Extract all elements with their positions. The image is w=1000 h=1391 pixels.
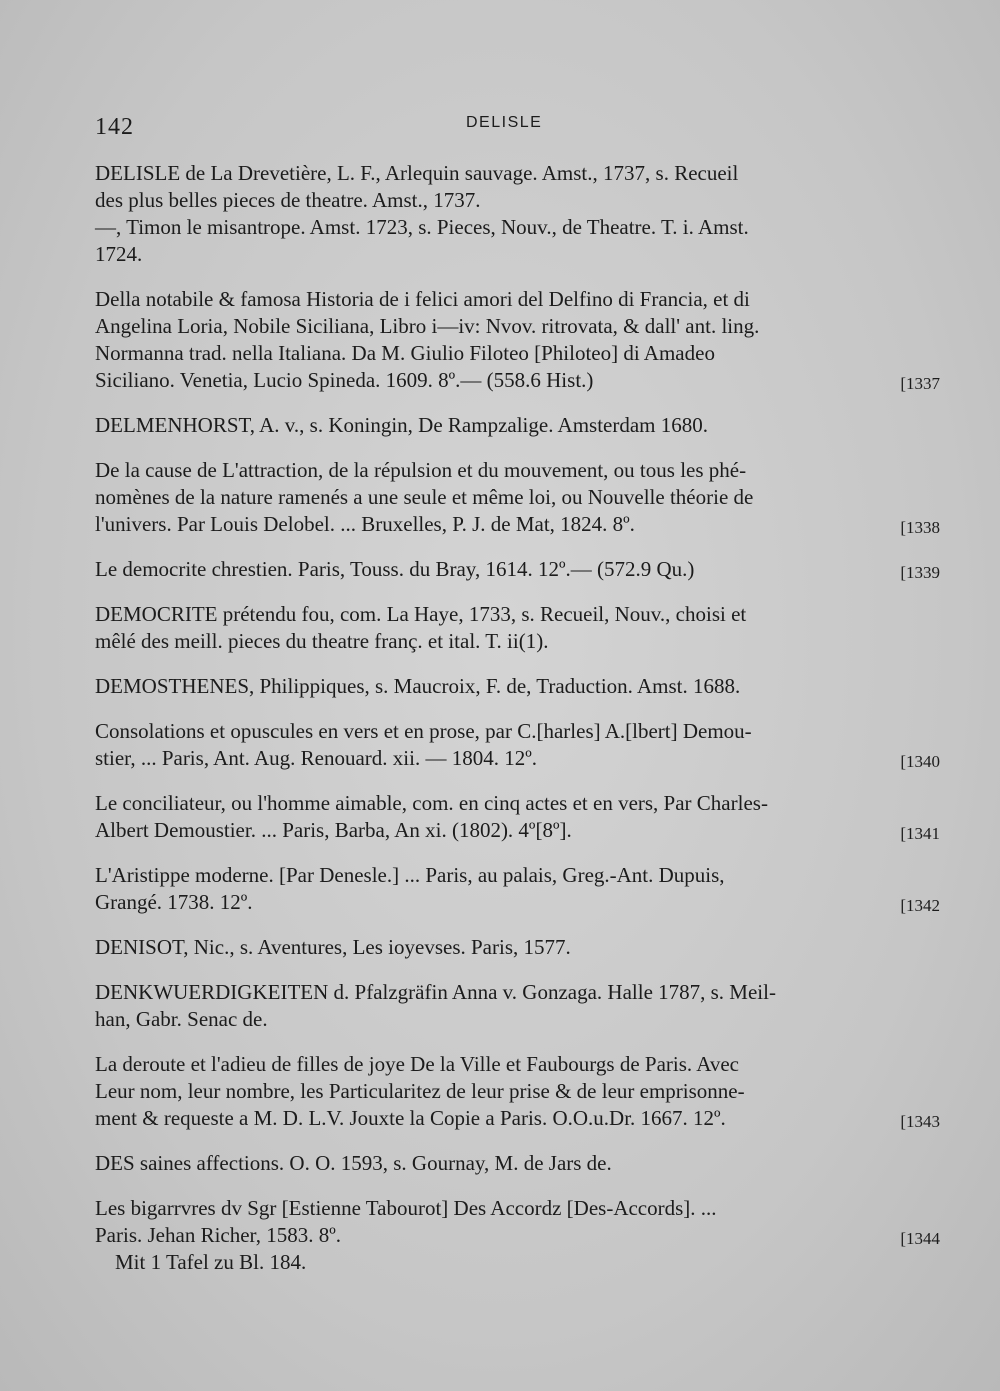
entry-line: De la cause de L'attraction, de la répulsion et du mouvement, ou tous les phé- <box>95 458 747 482</box>
entry-line: [1337 Siciliano. Venetia, Lucio Spineda. 1609. 8º.— (558.6 Hist.) <box>115 367 940 394</box>
entry-line: Les bigarrvres dv Sgr [Estienne Tabourot] Des Accordz [Des-Accords]. ... <box>95 1196 717 1220</box>
entry-line: [1339 Le democrite chrestien. Paris, Touss. du Bray, 1614. 12º.— (572.9 Qu.) <box>115 556 940 583</box>
catalog-entry-consolations <box>95 718 940 772</box>
entry-line: nomènes de la nature ramenés a une seule et même loi, ou Nouvelle théorie de <box>95 485 754 509</box>
entry-line: DEMOCRITE prétendu fou, com. La Haye, 1733, s. Recueil, Nouv., choisi et <box>95 602 747 626</box>
catalog-entry-deroute <box>95 1051 940 1132</box>
catalog-entries <box>95 160 940 1294</box>
entry-line: Normanna trad. nella Italiana. Da M. Giulio Filoteo [Philoteo] di Amadeo <box>95 341 715 365</box>
page-number: 142 <box>95 114 134 140</box>
entry-number: [1337 <box>900 374 940 393</box>
entry-line: [1340 stier, ... Paris, Ant. Aug. Renouard. xii. — 1804. 12º. <box>115 745 940 772</box>
entry-line: Consolations et opuscules en vers et en prose, par C.[harles] A.[lbert] Demou- <box>95 719 752 743</box>
catalog-entry-delisle <box>95 160 940 268</box>
entry-line: DENISOT, Nic., s. Aventures, Les ioyevses. Paris, 1577. <box>95 935 571 959</box>
catalog-entry-democrite-chrestien <box>95 556 940 583</box>
entry-line: [1344 Paris. Jehan Richer, 1583. 8º. <box>115 1222 940 1249</box>
entry-line: DES saines affections. O. O. 1593, s. Gournay, M. de Jars de. <box>95 1151 612 1175</box>
entry-line: DENKWUERDIGKEITEN d. Pfalzgräfin Anna v. Gonzaga. Halle 1787, s. Meil- <box>95 980 776 1004</box>
entry-line: Le conciliateur, ou l'homme aimable, com. en cinq actes et en vers, Par Charles- <box>95 791 768 815</box>
entry-line: [1341 Albert Demoustier. ... Paris, Barba, An xi. (1802). 4º[8º]. <box>115 817 940 844</box>
entry-line: Angelina Loria, Nobile Siciliana, Libro i—iv: Nvov. ritrovata, & dall' ant. ling. <box>95 314 760 338</box>
catalog-entry-bigarrvres <box>95 1195 940 1276</box>
entry-line: Mit 1 Tafel zu Bl. 184. <box>115 1250 307 1274</box>
catalog-entry-aristippe <box>95 862 940 916</box>
entry-line: 1724. <box>95 242 143 266</box>
entry-number: [1338 <box>900 518 940 537</box>
entry-line: [1342 Grangé. 1738. 12º. <box>115 889 940 916</box>
entry-line: L'Aristippe moderne. [Par Denesle.] ... Paris, au palais, Greg.-Ant. Dupuis, <box>95 863 725 887</box>
entry-number: [1344 <box>900 1229 940 1248</box>
entry-line: [1343 ment & requeste a M. D. L.V. Jouxte la Copie a Paris. O.O.u.Dr. 1667. 12º. <box>115 1105 940 1132</box>
entry-line: mêlé des meill. pieces du theatre franç. et ital. T. ii(1). <box>95 629 549 653</box>
entry-line: DELISLE de La Drevetière, L. F., Arlequin sauvage. Amst., 1737, s. Recueil <box>95 161 739 185</box>
catalog-entry-della-notabile <box>95 286 940 394</box>
catalog-entry-denkwuerdigkeiten <box>95 979 940 1033</box>
entry-number: [1341 <box>900 824 940 843</box>
catalog-entry-democrite-fou <box>95 601 940 655</box>
entry-line: han, Gabr. Senac de. <box>95 1007 268 1031</box>
entry-line: La deroute et l'adieu de filles de joye De la Ville et Faubourgs de Paris. Avec <box>95 1052 739 1076</box>
entry-line: —, Timon le misantrope. Amst. 1723, s. Pieces, Nouv., de Theatre. T. i. Amst. <box>95 215 749 239</box>
entry-number: [1340 <box>900 752 940 771</box>
entry-line: DEMOSTHENES, Philippiques, s. Maucroix, F. de, Traduction. Amst. 1688. <box>95 674 741 698</box>
entry-line: Leur nom, leur nombre, les Particularitez de leur prise & de leur emprisonne- <box>95 1079 745 1103</box>
catalog-entry-delmenhorst <box>95 412 940 439</box>
entry-line: [1338 l'univers. Par Louis Delobel. ... Bruxelles, P. J. de Mat, 1824. 8º. <box>115 511 940 538</box>
running-head: DELISLE <box>466 114 543 131</box>
entry-line: des plus belles pieces de theatre. Amst., 1737. <box>95 188 481 212</box>
entry-line: Della notabile & famosa Historia de i felici amori del Delfino di Francia, et di <box>95 287 750 311</box>
catalog-entry-conciliateur <box>95 790 940 844</box>
catalog-entry-des-saines <box>95 1150 940 1177</box>
catalog-entry-attraction <box>95 457 940 538</box>
entry-number: [1342 <box>900 896 940 915</box>
entry-line: DELMENHORST, A. v., s. Koningin, De Rampzalige. Amsterdam 1680. <box>95 413 709 437</box>
catalog-entry-denisot <box>95 934 940 961</box>
entry-number: [1343 <box>900 1112 940 1131</box>
entry-number: [1339 <box>900 563 940 582</box>
catalog-entry-demosthenes <box>95 673 940 700</box>
